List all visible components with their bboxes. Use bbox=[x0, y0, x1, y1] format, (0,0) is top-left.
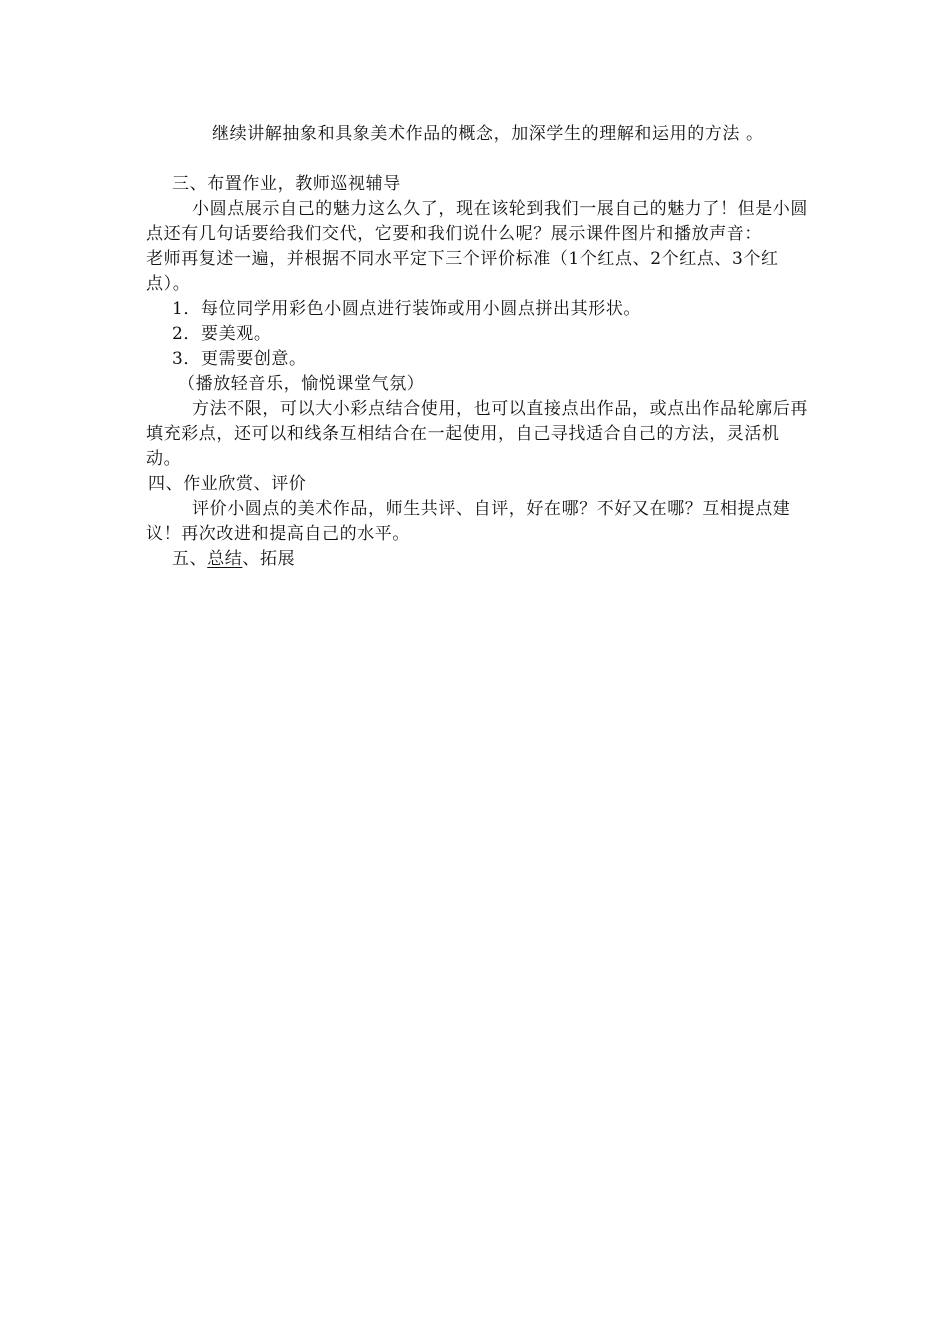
section-five-underlined: 总结 bbox=[207, 549, 243, 569]
section-four-heading: 四、作业欣赏、评价 bbox=[148, 474, 307, 494]
criteria-item-3: 3．更需要创意。 bbox=[172, 349, 307, 369]
section-three-paragraph-2 bbox=[146, 247, 810, 297]
criteria-item-1: 1．每位同学用彩色小圆点进行装饰或用小圆点拼出其形状。 bbox=[172, 299, 642, 319]
document-body bbox=[146, 122, 810, 572]
criteria-item-2: 2．要美观。 bbox=[172, 324, 272, 344]
section-three-paragraph-3: 方法不限，可以大小彩点结合使用，也可以直接点出作品，或点出作品轮廓后再填充彩点，还可以和线条互相结合在一起使用，自己寻找适合自己的方法，灵活机动。 bbox=[146, 399, 808, 469]
section-three-paragraph-1: 小圆点展示自己的魅力这么久了，现在该轮到我们一展自己的魅力了！但是小圆点还有几句话要给我们交代，它要和我们说什么呢？展示课件图片和播放声音： bbox=[146, 199, 808, 244]
paragraph-spacer bbox=[146, 147, 810, 172]
section-five-prefix: 五、 bbox=[172, 549, 208, 569]
section-five-suffix: 、拓展 bbox=[242, 549, 296, 569]
intro-paragraph: 继续讲解抽象和具象美术作品的概念，加深学生的理解和运用的方法 。 bbox=[212, 124, 764, 144]
section-five-heading bbox=[146, 547, 810, 572]
section-three-heading: 三、布置作业，教师巡视辅导 bbox=[172, 174, 401, 194]
section-four-paragraph: 评价小圆点的美术作品，师生共评、自评，好在哪？不好又在哪？互相提点建议！再次改进和提高自己的水平。 bbox=[146, 499, 791, 544]
section-three-paragraph-2-text: 老师再复述一遍，并根据不同水平定下三个评价标准（1个红点、2个红点、3个红点）。 bbox=[146, 249, 779, 294]
music-note: （播放轻音乐，愉悦课堂气氛） bbox=[178, 374, 425, 394]
